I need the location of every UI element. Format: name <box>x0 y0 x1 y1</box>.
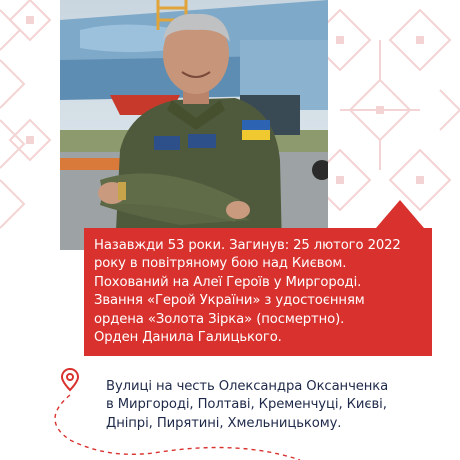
pilot-portrait-photo <box>60 0 328 250</box>
streets-text: Вулиці на честь Олександра Оксанченка в Миргороді, Полтаві, Кременчуці, Києві, Дніпрі, Пирятині, Хмельницькому. <box>106 379 389 431</box>
name-patch-icon <box>154 136 180 150</box>
info-box-notch <box>376 200 424 228</box>
info-box <box>84 228 432 356</box>
location-pin-icon <box>60 368 80 392</box>
biography-text: Назавжди 53 роки. Загинув: 25 лютого 2022 року в повітряному бою над Києвом. Похований на Алеї Героїв у Миргороді. Звання «Герой України» з удостоєнням ордена «Золота Зірка» (посмертно). Орден Данила Галицького. <box>94 238 401 346</box>
